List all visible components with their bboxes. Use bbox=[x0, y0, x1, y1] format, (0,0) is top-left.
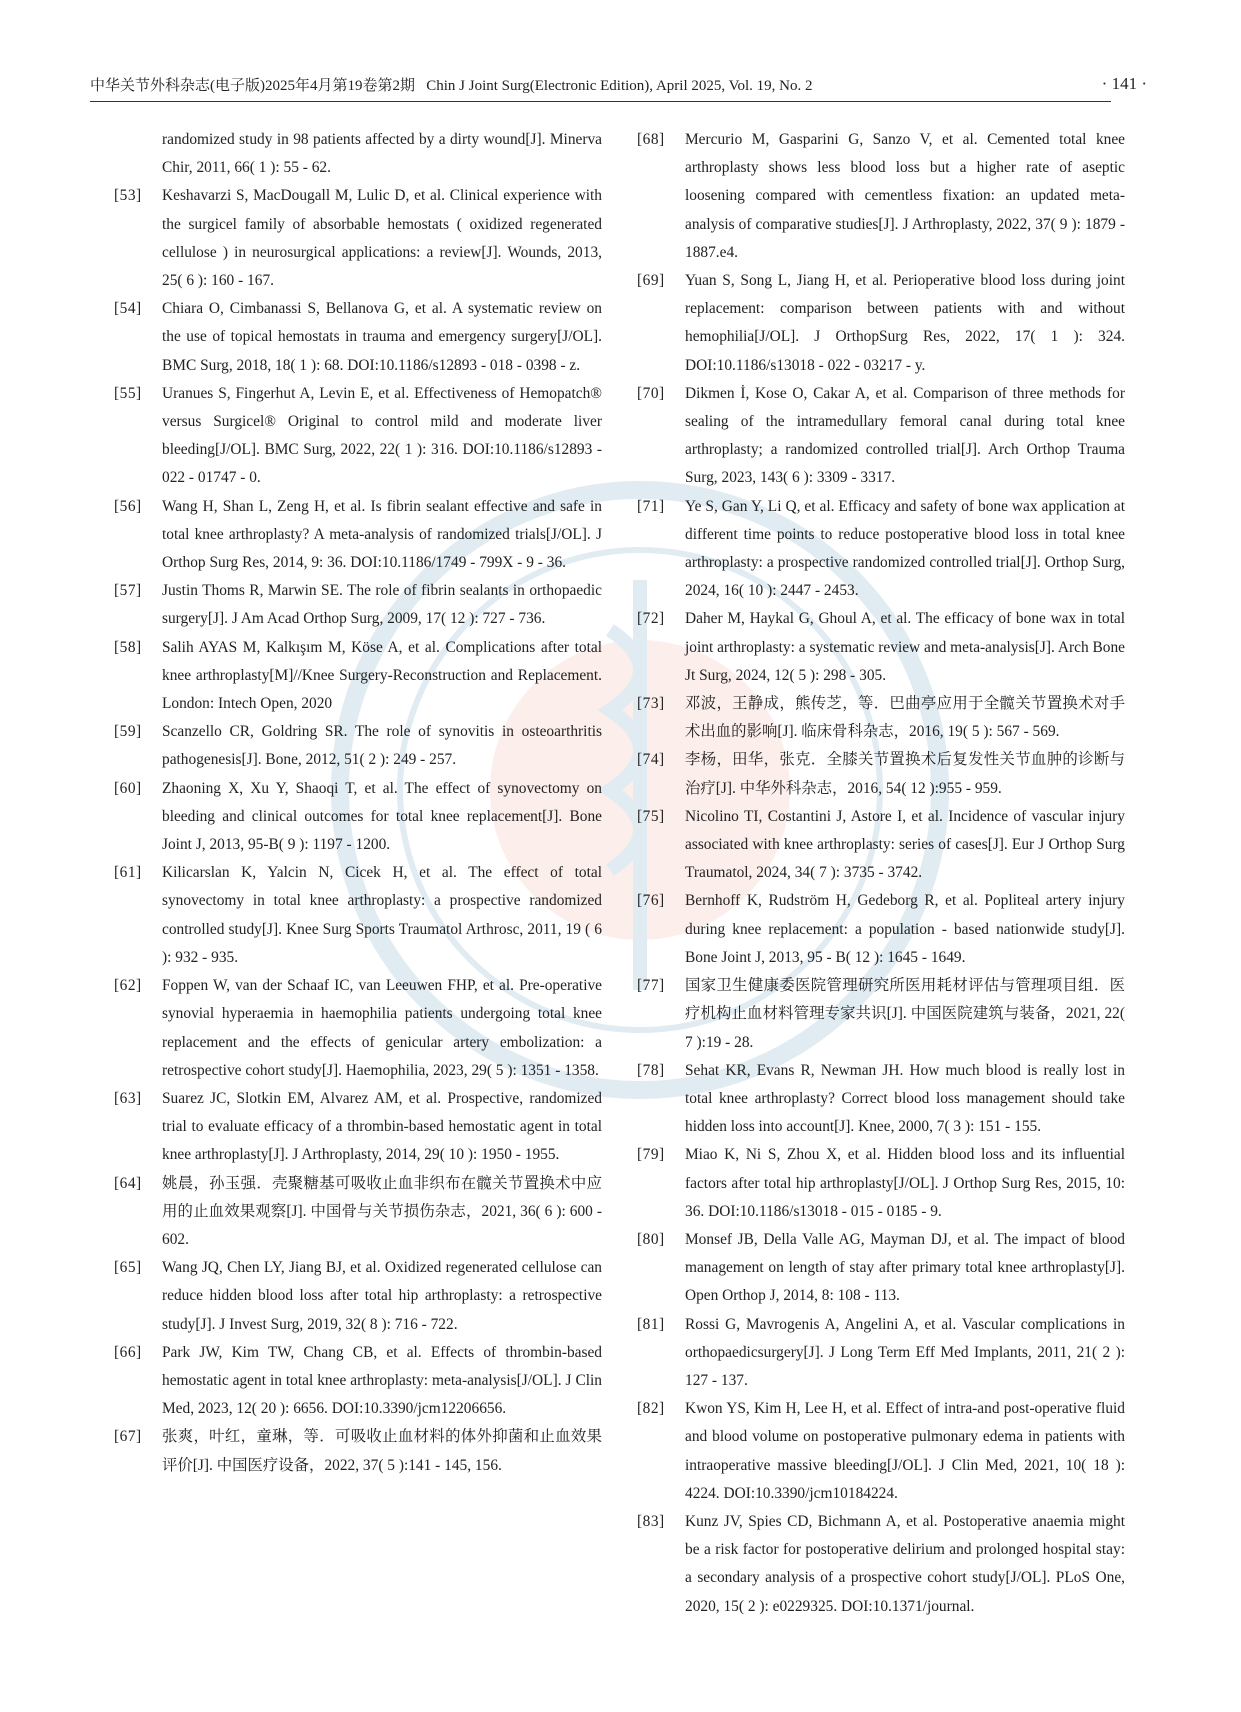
reference-number: [75] bbox=[637, 807, 665, 825]
reference-item bbox=[114, 126, 602, 182]
reference-text: Nicolino TI, Costantini J, Astore I, et al. Incidence of vascular injury associated with knee arthroplasty: series of cases[J]. Eur J Orthop Surg Traumatol, 2024, 34( 7 ): 3735 - 3742. bbox=[685, 807, 1125, 882]
reference-text: Wang JQ, Chen LY, Jiang BJ, et al. Oxidized regenerated cellulose can reduce hidden blood loss after total hip arthroplasty: a retrospective study[J]. J Invest Surg, 2019, 32( 8 ): 716 - 722. bbox=[162, 1259, 602, 1333]
reference-number: [55] bbox=[114, 384, 142, 402]
reference-text: Miao K, Ni S, Zhou X, et al. Hidden blood loss and its influential factors after total hip arthroplasty[J/OL]. J Orthop Surg Res, 2015, 10: 36. DOI:10.1186/s13018 - 015 - 0185 - 9. bbox=[685, 1146, 1125, 1220]
reference-item bbox=[114, 775, 602, 860]
reference-item bbox=[114, 182, 602, 295]
reference-number: [82] bbox=[637, 1400, 665, 1418]
reference-item bbox=[637, 1141, 1125, 1226]
reference-number: [80] bbox=[637, 1230, 665, 1248]
reference-text: 姚晨，孙玉强．壳聚糖基可吸收止血非织布在髋关节置换术中应用的止血效果观察[J]. 中国骨与关节损伤杂志，2021, 36( 6 ): 600 - 602. bbox=[162, 1174, 602, 1248]
reference-number: [60] bbox=[114, 779, 142, 797]
reference-item bbox=[637, 1311, 1125, 1396]
reference-number: [66] bbox=[114, 1343, 142, 1361]
reference-item bbox=[637, 746, 1125, 802]
reference-text: Kilicarslan K, Yalcin N, Cicek H, et al. The effect of total synovectomy in total knee arthroplasty: a prospective randomized controlled study[J]. Knee Surg Sports Traumatol Arthrosc, 2011, 19 ( 6 ): 932 - 935. bbox=[162, 864, 602, 966]
reference-text: Monsef JB, Della Valle AG, Mayman DJ, et al. The impact of blood management on length of stay after primary total knee arthroplasty[J]. Open Orthop J, 2014, 8: 108 - 113. bbox=[685, 1230, 1125, 1305]
reference-item bbox=[114, 1085, 602, 1170]
reference-number: [56] bbox=[114, 497, 142, 515]
reference-text: Scanzello CR, Goldring SR. The role of synovitis in osteoarthritis pathogenesis[J]. Bone, 2012, 51( 2 ): 249 - 257. bbox=[162, 723, 602, 769]
reference-text: Keshavarzi S, MacDougall M, Lulic D, et al. Clinical experience with the surgicel family of absorbable hemostats ( oxidized regenerated cellulose ) in neurosurgical applications: a review[J]. Wounds, 2013, 25( 6 ): 160 - 167. bbox=[162, 187, 602, 290]
journal-title-cn: 中华关节外科杂志(电子版)2025年4月第19卷第2期 bbox=[90, 78, 415, 94]
reference-text: Salih AYAS M, Kalkışım M, Köse A, et al. Complications after total knee arthroplasty[M]//Knee Surgery-Reconstruction and Replacement. London: Intech Open, 2020 bbox=[162, 638, 602, 713]
reference-text: 李杨，田华，张克．全膝关节置换术后复发性关节血肿的诊断与治疗[J]. 中华外科杂志，2016, 54( 12 ):955 - 959. bbox=[685, 751, 1125, 797]
reference-text: Wang H, Shan L, Zeng H, et al. Is fibrin sealant effective and safe in total knee arthroplasty? A meta-analysis of randomized trials[J/OL]. J Orthop Surg Res, 2014, 9: 36. DOI:10.1186/1749 - 799X - 9 - 36. bbox=[162, 497, 602, 572]
reference-number: [78] bbox=[637, 1061, 665, 1079]
reference-item bbox=[114, 1423, 602, 1479]
reference-text: Daher M, Haykal G, Ghoul A, et al. The efficacy of bone wax in total joint arthroplasty: a systematic review and meta-analysis[J]. Arch Bone Jt Surg, 2024, 12( 5 ): 298 - 305. bbox=[685, 610, 1125, 684]
reference-text: Bernhoff K, Rudström H, Gedeborg R, et al. Popliteal artery injury during knee replacement: a population - based nationwide study[J]. Bone Joint J, 2013, 95 - B( 12 ): 1645 - 1649. bbox=[685, 892, 1125, 966]
reference-text: Dikmen İ, Kose O, Cakar A, et al. Comparison of three methods for sealing of the intramedullary femoral canal during total knee arthroplasty; a randomized controlled trial[J]. Arch Orthop Trauma Surg, 2023, 143( 6 ): 3309 - 3317. bbox=[685, 384, 1125, 487]
references-left-column bbox=[114, 126, 602, 1480]
reference-item bbox=[114, 1170, 602, 1255]
reference-item bbox=[637, 1395, 1125, 1508]
reference-item bbox=[637, 803, 1125, 888]
reference-number: [70] bbox=[637, 384, 665, 402]
reference-item bbox=[114, 718, 602, 774]
reference-item bbox=[637, 690, 1125, 746]
reference-text: Yuan S, Song L, Jiang H, et al. Perioperative blood loss during joint replacement: comparison between patients with and without hemophilia[J/OL]. J OrthopSurg Res, 2022, 17( 1 ): 324. DOI:10.1186/s13018 - 022 - 03217 - y. bbox=[685, 272, 1125, 374]
reference-item bbox=[637, 126, 1125, 267]
reference-item bbox=[114, 634, 602, 719]
reference-item bbox=[114, 972, 602, 1085]
reference-number: [64] bbox=[114, 1174, 142, 1192]
reference-text: randomized study in 98 patients affected by a dirty wound[J]. Minerva Chir, 2011, 66( 1 ): 55 - 62. bbox=[162, 131, 602, 177]
reference-number: [72] bbox=[637, 610, 665, 628]
reference-item bbox=[637, 1226, 1125, 1311]
reference-number: [76] bbox=[637, 892, 665, 910]
reference-text: 张爽，叶红，童琳，等．可吸收止血材料的体外抑菌和止血效果评价[J]. 中国医疗设备，2022, 37( 5 ):141 - 145, 156. bbox=[162, 1428, 602, 1474]
reference-text: Suarez JC, Slotkin EM, Alvarez AM, et al. Prospective, randomized trial to evaluate efficacy of a thrombin-based hemostatic agent in total knee arthroplasty[J]. J Arthroplasty, 2014, 29( 10 ): 1950 - 1955. bbox=[162, 1089, 602, 1164]
reference-number: [53] bbox=[114, 187, 142, 205]
reference-text: Justin Thoms R, Marwin SE. The role of fibrin sealants in orthopaedic surgery[J]. J Am Acad Orthop Surg, 2009, 17( 12 ): 727 - 736. bbox=[162, 582, 602, 628]
references-right-column bbox=[637, 126, 1125, 1621]
reference-text: Kwon YS, Kim H, Lee H, et al. Effect of intra-and post-operative fluid and blood volume on postoperative pulmonary edema in patients with intraoperative massive bleeding[J/OL]. J Clin Med, 2021, 10( 18 ): 4224. DOI:10.3390/jcm10184224. bbox=[685, 1400, 1125, 1502]
page-number: · 141 · bbox=[1101, 74, 1147, 93]
reference-item bbox=[114, 493, 602, 578]
reference-text: Chiara O, Cimbanassi S, Bellanova G, et al. A systematic review on the use of topical hemostats in trauma and emergency surgery[J/OL]. BMC Surg, 2018, 18( 1 ): 68. DOI:10.1186/s12893 - 018 - 0398 - z. bbox=[162, 300, 602, 374]
reference-item bbox=[637, 1508, 1125, 1621]
reference-number: [73] bbox=[637, 695, 665, 713]
reference-text: 邓波，王静成，熊传芝，等．巴曲亭应用于全髋关节置换术对手术出血的影响[J]. 临床骨科杂志，2016, 19( 5 ): 567 - 569. bbox=[685, 695, 1125, 741]
reference-number: [61] bbox=[114, 864, 142, 882]
reference-text: Foppen W, van der Schaaf IC, van Leeuwen FHP, et al. Pre-operative synovial hyperaemia in haemophilia patients undergoing total knee replacement and the effects of genicular artery embolization: a retrospective cohort study[J]. Haemophilia, 2023, 29( 5 ): 1351 - 1358. bbox=[162, 977, 602, 1079]
reference-text: 国家卫生健康委医院管理研究所医用耗材评估与管理项目组．医疗机构止血材料管理专家共识[J]. 中国医院建筑与装备，2021, 22( 7 ):19 - 28. bbox=[685, 977, 1125, 1051]
reference-item bbox=[114, 577, 602, 633]
reference-number: [58] bbox=[114, 638, 142, 656]
reference-item bbox=[114, 1339, 602, 1424]
reference-number: [83] bbox=[637, 1512, 665, 1530]
running-header bbox=[90, 74, 1147, 102]
reference-number: [63] bbox=[114, 1089, 142, 1107]
reference-number: [57] bbox=[114, 582, 142, 600]
reference-number: [71] bbox=[637, 497, 665, 515]
reference-item bbox=[114, 380, 602, 493]
reference-item bbox=[114, 859, 602, 972]
reference-item bbox=[637, 605, 1125, 690]
reference-number: [54] bbox=[114, 300, 142, 318]
reference-item bbox=[637, 887, 1125, 972]
reference-number: [79] bbox=[637, 1146, 665, 1164]
reference-number: [62] bbox=[114, 977, 142, 995]
reference-number: [59] bbox=[114, 723, 142, 741]
reference-number: [81] bbox=[637, 1315, 665, 1333]
reference-text: Kunz JV, Spies CD, Bichmann A, et al. Postoperative anaemia might be a risk factor for postoperative delirium and prolonged hospital stay: a secondary analysis of a prospective cohort study[J/OL]. PLoS One, 2020, 15( 2 ): e0229325. DOI:10.1371/journal. bbox=[685, 1512, 1125, 1615]
reference-item bbox=[637, 493, 1125, 606]
reference-text: Ye S, Gan Y, Li Q, et al. Efficacy and safety of bone wax application at different time points to reduce postoperative blood loss in total knee arthroplasty: a prospective randomized controlled trial[J]. Orthop Surg, 2024, 16( 10 ): 2447 - 2453. bbox=[685, 497, 1125, 600]
reference-number: [69] bbox=[637, 272, 665, 290]
reference-item bbox=[637, 972, 1125, 1057]
reference-item bbox=[637, 380, 1125, 493]
reference-number: [65] bbox=[114, 1259, 142, 1277]
reference-item bbox=[114, 1254, 602, 1339]
reference-text: Sehat KR, Evans R, Newman JH. How much blood is really lost in total knee arthroplasty? Correct blood loss management should take hidden loss into account[J]. Knee, 2000, 7( 3 ): 151 - 155. bbox=[685, 1061, 1125, 1136]
reference-text: Mercurio M, Gasparini G, Sanzo V, et al. Cemented total knee arthroplasty shows less blood loss but a higher rate of aseptic loosening compared with cementless fixation: an updated meta-analysis of comparative studies[J]. J Arthroplasty, 2022, 37( 9 ): 1879 - 1887.e4. bbox=[685, 131, 1125, 261]
reference-text: Uranues S, Fingerhut A, Levin E, et al. Effectiveness of Hemopatch® versus Surgicel® Original to control mild and moderate liver bleeding[J/OL]. BMC Surg, 2022, 22( 1 ): 316. DOI:10.1186/s12893 - 022 - 01747 - 0. bbox=[162, 384, 602, 487]
reference-number: [68] bbox=[637, 131, 665, 148]
reference-text: Rossi G, Mavrogenis A, Angelini A, et al. Vascular complications in orthopaedicsurgery[J]. J Long Term Eff Med Implants, 2011, 21( 2 ): 127 - 137. bbox=[685, 1315, 1125, 1389]
reference-number: [74] bbox=[637, 751, 665, 769]
reference-text: Park JW, Kim TW, Chang CB, et al. Effects of thrombin-based hemostatic agent in total knee arthroplasty: meta-analysis[J/OL]. J Clin Med, 2023, 12( 20 ): 6656. DOI:10.3390/jcm12206656. bbox=[162, 1343, 602, 1418]
reference-item bbox=[114, 295, 602, 380]
reference-item bbox=[637, 1057, 1125, 1142]
reference-number: [67] bbox=[114, 1428, 142, 1446]
reference-number: [77] bbox=[637, 977, 665, 995]
reference-text: Zhaoning X, Xu Y, Shaoqi T, et al. The effect of synovectomy on bleeding and clinical outcomes for total knee replacement[J]. Bone Joint J, 2013, 95-B( 9 ): 1197 - 1200. bbox=[162, 779, 602, 854]
reference-item bbox=[637, 267, 1125, 380]
journal-title-en: Chin J Joint Surg(Electronic Edition), April 2025, Vol. 19, No. 2 bbox=[426, 78, 813, 94]
